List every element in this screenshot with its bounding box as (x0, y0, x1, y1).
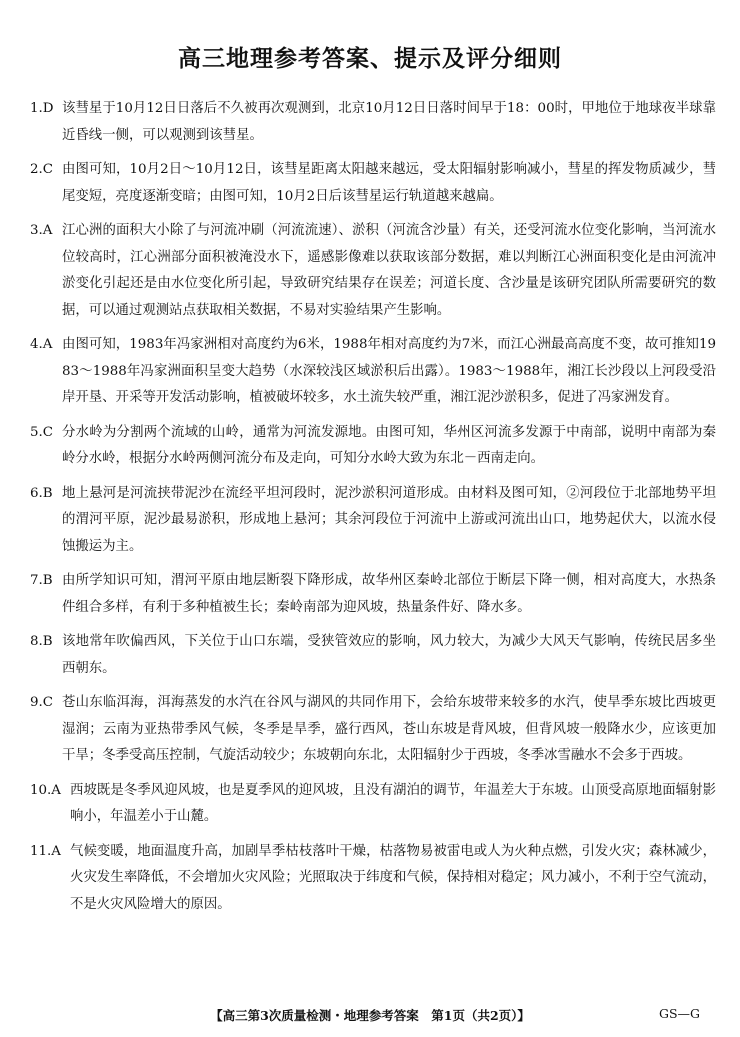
answer-item-8 (30, 629, 716, 682)
answer-item-5 (30, 420, 716, 473)
footer-page-info: 【高三第3次质量检测・地理参考答案 第1页（共2页）】 (210, 1008, 530, 1023)
answer-number: 8.B (30, 634, 53, 649)
answer-explanation: 地上悬河是河流挟带泥沙在流经平坦河段时，泥沙淤积河道形成。由材料及图可知，②河段位于北部地势平坦的渭河平原，泥沙最易淤积，形成地上悬河；其余河段位于河流中上游或河流出山口，地势起伏大，以流水侵蚀搬运为主。 (62, 485, 716, 554)
answer-item-1 (30, 96, 716, 149)
answer-number: 5.C (30, 424, 54, 440)
answer-explanation: 苍山东临洱海，洱海蒸发的水汽在谷风与湖风的共同作用下，会给东坡带来较多的水汽，使旱季东坡比西坡更湿润；云南为亚热带季风气候，冬季是旱季，盛行西风，苍山东坡是背风坡，但背风坡一般降水少，应该更加干旱；冬季受高压控制，气旋活动较少；东坡朝向东北，太阳辐射少于西坡，冬季冰雪融水不会多于西坡。 (62, 695, 716, 763)
answer-number: 2.C (30, 162, 54, 177)
answer-explanation: 江心洲的面积大小除了与河流冲刷（河流流速）、淤积（河流含沙量）有关，还受河流水位变化影响，当河流水位较高时，江心洲部分面积被淹没水下，遥感影像难以获取该部分数据，难以判断江心洲面积变化是由河流冲淤变化引起还是由水位变化所引起，导致研究结果存在误差；河道长度、含沙量是该研究团队所需要研究的数据，可以通过观测站点获取相关数据，不易对实验结果产生影响。 (62, 223, 716, 318)
answer-explanation: 气候变暖，地面温度升高，加剧旱季枯枝落叶干燥，枯落物易被雷电或人为火种点燃，引发火灾；森林减少，火灾发生率降低，不会增加火灾风险；光照取决于纬度和气候，保持相对稳定；风力减小，不利于空气流动，不是火灾风险增大的原因。 (70, 843, 716, 912)
answer-item-4 (30, 332, 716, 412)
answer-number: 4.A (30, 337, 53, 352)
answer-item-7 (30, 568, 716, 621)
answer-explanation: 分水岭为分割两个流域的山岭，通常为河流发源地。由图可知，华州区河流多发源于中南部，说明中南部为秦岭分水岭，根据分水岭两侧河流分布及走向，可知分水岭大致为东北－西南走向。 (62, 424, 716, 466)
answer-explanation: 由图可知，10月2日～10月12日，该彗星距离太阳越来越远，受太阳辐射影响减小，彗星的挥发物质减少，彗尾变短，亮度逐渐变暗；由图可知，10月2日后该彗星运行轨道越来越扁。 (62, 162, 716, 204)
answer-item-6 (30, 481, 716, 561)
answer-item-3 (30, 218, 716, 324)
answer-list (30, 96, 716, 926)
answer-explanation: 该地常年吹偏西风，下关位于山口东端，受狭管效应的影响，风力较大，为减少大风天气影响，传统民居多坐西朝东。 (62, 634, 716, 676)
answer-number: 10.A (30, 782, 61, 798)
answer-number: 11.A (30, 843, 61, 859)
answer-number: 9.C (30, 695, 54, 710)
answer-number: 3.A (30, 223, 53, 238)
answer-explanation: 由所学知识可知，渭河平原由地层断裂下降形成，故华州区秦岭北部位于断层下降一侧，相对高度大，水热条件组合多样，有利于多种植被生长；秦岭南部为迎风坡，热量条件好、降水多。 (62, 573, 716, 615)
page-footer (0, 1006, 740, 1026)
answer-explanation: 由图可知，1983年冯家洲相对高度约为6米，1988年相对高度约为7米，而江心洲最高高度不变，故可推知1983～1988年冯家洲面积呈变大趋势（水深较浅区域淤积后出露）。1983～1988年，湘江长沙段以上河段受沿岸开垦、开采等开发活动影响，植被破坏较多，水土流失较严重，湘江泥沙淤积多，促进了冯家洲发育。 (62, 337, 716, 405)
answer-number: 6.B (30, 485, 53, 501)
page-title: 高三地理参考答案、提示及评分细则 (178, 46, 562, 72)
answer-explanation: 该彗星于10月12日日落后不久被再次观测到，北京10月12日日落时间早于18：00时，甲地位于地球夜半球靠近昏线一侧，可以观测到该彗星。 (62, 101, 716, 143)
answer-number: 7.B (30, 573, 53, 588)
answer-item-2 (30, 157, 716, 210)
footer-document-code: GS—G (658, 1006, 700, 1021)
answer-number: 1.D (30, 101, 54, 116)
answer-explanation: 西坡既是冬季风迎风坡，也是夏季风的迎风坡，且没有湖泊的调节，年温差大于东坡。山顶受高原地面辐射影响小，年温差小于山麓。 (70, 782, 716, 824)
answer-item-11 (30, 839, 716, 919)
answer-item-9 (30, 690, 716, 770)
answer-item-10 (30, 778, 716, 831)
